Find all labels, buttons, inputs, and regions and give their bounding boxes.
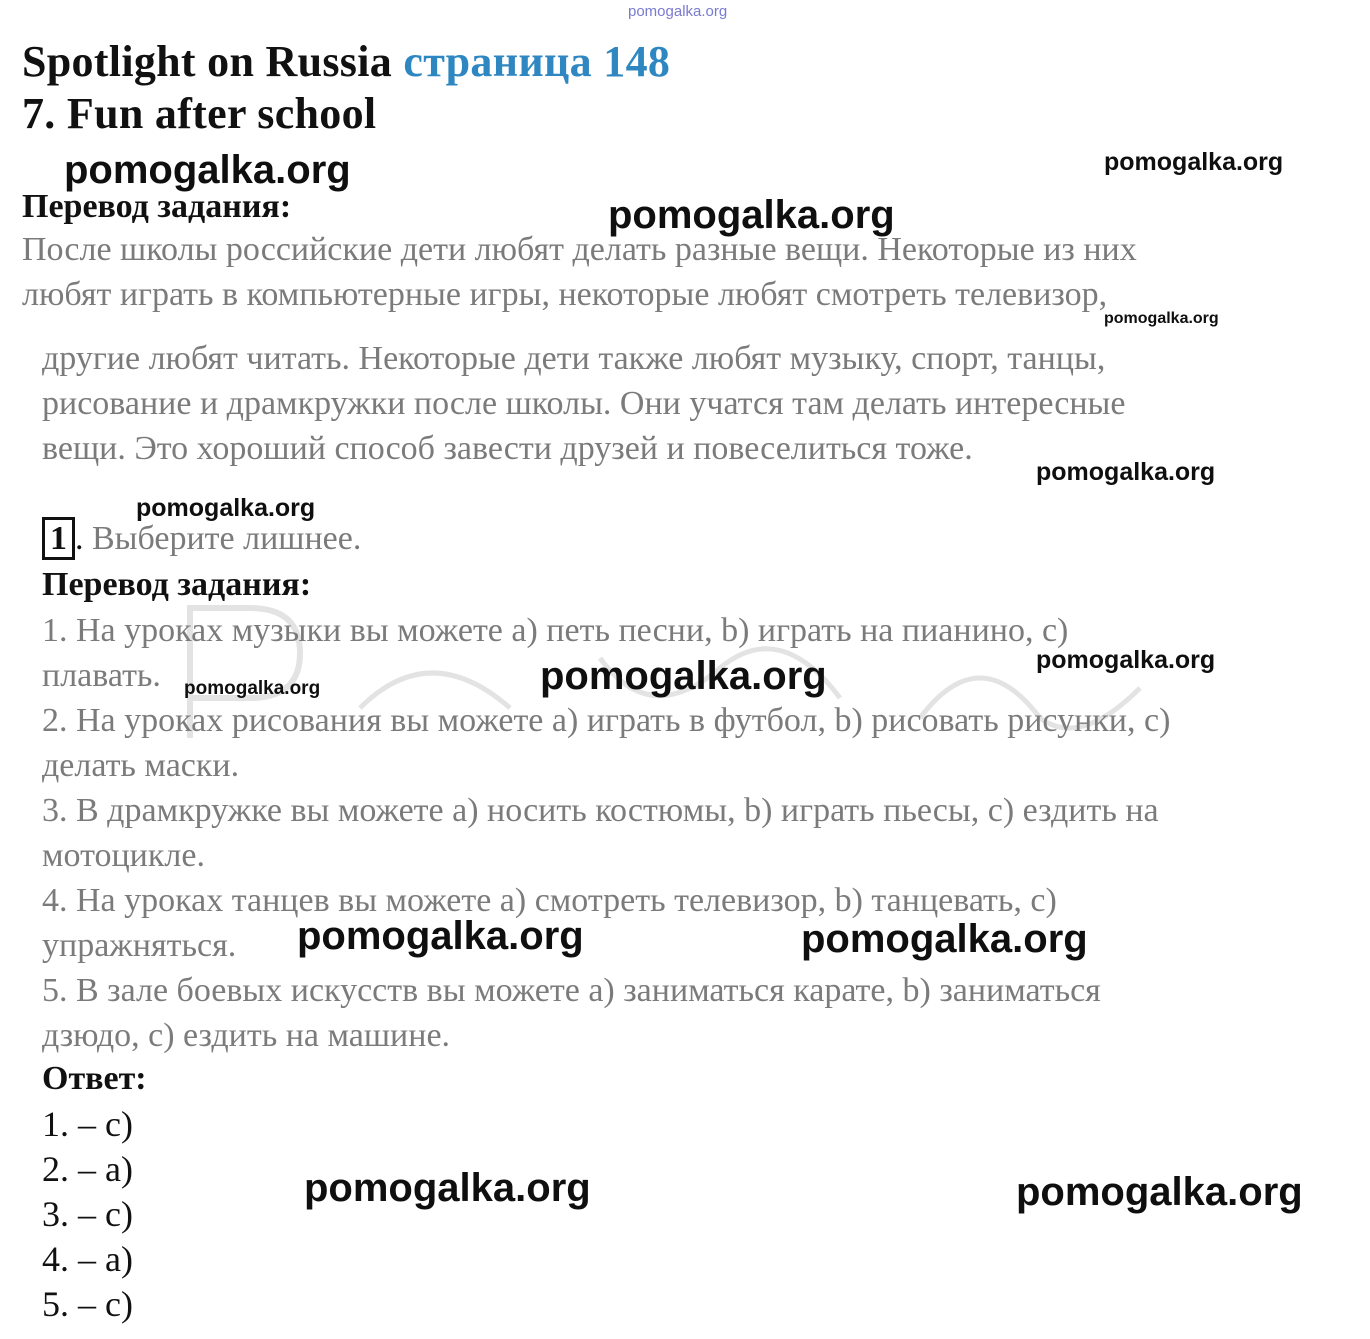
question-line: 3. В драмкружке вы можете a) носить костюмы, b) играть пьесы, c) ездить на [42,792,1159,829]
intro-paragraph [22,227,1137,317]
watermark-label: pomogalka.org [801,917,1088,961]
answer-item: 3. – c) [42,1194,133,1234]
question-line: 2. На уроках рисования вы можете a) играть в футбол, b) рисовать рисунки, c) [42,702,1171,739]
top-watermark: pomogalka.org [628,3,728,20]
title-prefix: Spotlight on Russia [22,37,393,86]
answer-item: 2. – a) [42,1149,133,1189]
question-line: мотоцикле. [42,837,205,874]
question-line: упражняться. [42,927,237,964]
intro-line: После школы российские дети любят делать разные вещи. Некоторые из них [22,231,1137,268]
task-translation-heading: Перевод задания: [42,566,312,603]
watermark-label: pomogalka.org [1016,1170,1303,1214]
answer-list [42,1102,133,1327]
watermark-label: pomogalka.org [1104,310,1219,327]
watermark-label: pomogalka.org [304,1166,591,1210]
watermark-label: pomogalka.org [64,148,351,192]
question-line: делать маски. [42,747,240,784]
lesson-subtitle: 7. Fun after school [22,89,377,138]
watermark-label: pomogalka.org [608,193,895,237]
intro-paragraph-continued [42,336,1125,471]
watermark-label: pomogalka.org [136,494,316,522]
watermark-label: pomogalka.org [1036,646,1216,674]
task-text: Выберите лишнее. [92,520,362,557]
watermark-label: pomogalka.org [297,914,584,958]
translation-heading: Перевод задания: [22,188,292,225]
answer-item: 5. – c) [42,1284,133,1324]
watermark-label: pomogalka.org [184,678,321,699]
intro-line: другие любят читать. Некоторые дети также любят музыку, спорт, танцы, [42,340,1106,377]
answer-heading: Ответ: [42,1060,147,1097]
question-line: 1. На уроках музыки вы можете a) петь песни, b) играть на пианино, c) [42,612,1069,649]
answer-item: 4. – a) [42,1239,133,1279]
task-number-suffix: . [75,520,84,557]
watermark-label: pomogalka.org [1104,148,1284,176]
watermark-label: pomogalka.org [540,654,827,698]
answer-item: 1. – c) [42,1104,133,1144]
task-instruction [42,520,361,558]
task-number-box: 1 [42,517,75,560]
page-title [22,36,670,87]
intro-line: вещи. Это хороший способ завести друзей и повеселиться тоже. [42,430,973,467]
question-line: плавать. [42,657,161,694]
title-page-label: страница 148 [403,37,671,86]
intro-line: любят играть в компьютерные игры, некоторые любят смотреть телевизор, [22,276,1108,313]
question-line: 5. В зале боевых искусств вы можете a) заниматься карате, b) заниматься [42,972,1101,1009]
watermark-label: pomogalka.org [1036,458,1216,486]
question-line: дзюдо, c) ездить на машине. [42,1017,451,1054]
question-line: 4. На уроках танцев вы можете a) смотреть телевизор, b) танцевать, c) [42,882,1057,919]
intro-line: рисование и драмкружки после школы. Они учатся там делать интересные [42,385,1126,422]
